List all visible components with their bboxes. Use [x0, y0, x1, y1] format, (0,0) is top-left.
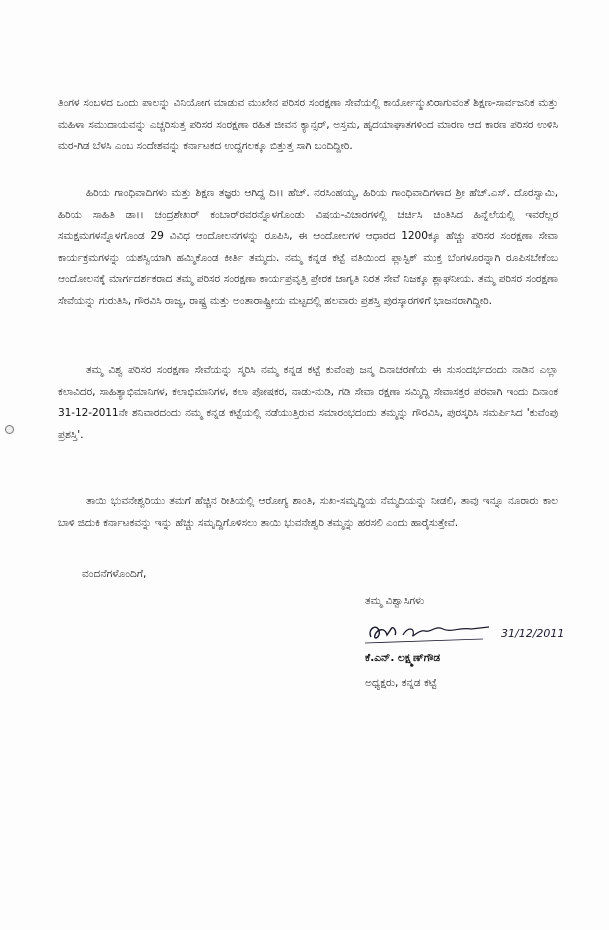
- signer-name: ಕೆ.ಎನ್. ಲಕ್ಷ್ಮಣ್‌ಗೌಡ: [365, 652, 441, 664]
- signature-date: 31/12/2011: [501, 627, 565, 640]
- punch-hole-mark: [5, 425, 14, 434]
- paragraph-3: ತಮ್ಮ ವಿಶ್ವ ಪರಿಸರ ಸಂರಕ್ಷಣಾ ಸೇವೆಯನ್ನು ಸ್ಮರಿಸಿ ನಮ್ಮ ಕನ್ನಡ ಕಟ್ಟೆ ಕುವೆಂಪು ಜನ್ಮ ದಿನಾಚರಣೆಯ ಈ ಸುಸಂದರ್ಭದಂದು ನಾಡಿನ ಎಲ್ಲಾ ಕಲಾವಿದರ, ಸಾಹಿತ್ಯಾಭಿಮಾನಿಗಳ, ಕಲಾಭಿಮಾನಿಗಳ, ಕಲಾ ಪೋಷಕರ, ನಾಡು-ನುಡಿ, ಗಡಿ ಸೇವಾ ರಕ್ಷಣಾ ಸಮ್ಮಿದ್ದಿ ಸೇವಾಸಕ್ತರ ಪರವಾಗಿ ಇಂದು ದಿನಾಂಕ 31-12-2011ನೇ ಶನಿವಾರದಂದು ನಮ್ಮ ಕನ್ನಡ ಕಟ್ಟೆಯಲ್ಲಿ ನಡೆಯುತ್ತಿರುವ ಸಮಾರಂಭದಂದು ತಮ್ಮನ್ನು ಗೌರವಿಸಿ, ಪುರಸ್ಕರಿಸಿ ಸಮರ್ಪಿಸಿದ 'ಕುವೆಂಪು ಪ್ರಶಸ್ತಿ'.: [58, 364, 558, 441]
- signer-designation: ಅಧ್ಯಕ್ಷರು, ಕನ್ನಡ ಕಟ್ಟೆ: [365, 677, 437, 689]
- paragraph-1: ತಿಂಗಳ ಸಂಬಳದ ಒಂದು ಪಾಲನ್ನು ವಿನಿಯೋಗ ಮಾಡುವ ಮುಖೇನ ಪರಿಸರ ಸಂರಕ್ಷಣಾ ಸೇವೆಯಲ್ಲಿ ಕಾರ್ಯೋನ್ಮುಖಿರಾಗುವಂತೆ ಶಿಕ್ಷಣ-ಸಾರ್ವಜನಿಕ ಮತ್ತು ಮಹಿಳಾ ಸಮುದಾಯವನ್ನು ಎಚ್ಚರಿಸುತ್ತ ಪರಿಸರ ಸಂರಕ್ಷಣಾ ರಹಿತ ಜೀವನ ಕ್ಯಾನ್ಸರ್, ಅಸ್ತಮ, ಹೃದಯಾಘಾತಗಳಿಂದ ಮಾರಣ ಆದ ಕಾರಣ ಪರಿಸರ ಉಳಿಸಿ ಮರ-ಗಿಡ ಬೆಳಸಿ ಎಂಬ ಸಂದೇಶವನ್ನು ಕರ್ನಾಟಕದ ಉದ್ದಗಲಕ್ಕೂ ಬಿತ್ತುತ್ತ ಸಾಗಿ ಬಂದಿದ್ದೀರಿ.: [58, 97, 558, 152]
- yours-faithfully: ತಮ್ಮ ವಿಶ್ವಾಸಿಗಳು: [365, 595, 425, 607]
- handwritten-signature: [363, 617, 565, 647]
- paragraph-4: ತಾಯಿ ಭುವನೇಶ್ವರಿಯು ತಮಗೆ ಹೆಚ್ಚಿನ ರೀತಿಯಲ್ಲಿ ಆರೋಗ್ಯ ಶಾಂತಿ, ಸುಖ-ಸಮೃದ್ಧಿಯ ನೆಮ್ಮದಿಯನ್ನು ನೀಡಲಿ, ತಾವು ಇನ್ನೂ ನೂರಾರು ಕಾಲ ಬಾಳಿ ಜಿದುಕಿ ಕರ್ನಾಟಕವನ್ನು ಇನ್ನು ಹೆಚ್ಚು ಸಮೃದ್ದಿಗೊಳಿಸಲು ತಾಯಿ ಭುವನೇಶ್ವರಿ ತಮ್ಮನ್ನು ಹರಸಲಿ ಎಂದು ಹಾರೈಸುತ್ತೇವೆ.: [58, 495, 558, 529]
- closing-salutation: ವಂದನೆಗಳೊಂದಿಗೆ,: [82, 568, 147, 580]
- paragraph-2: ಹಿರಿಯ ಗಾಂಧಿವಾದಿಗಳು ಮತ್ತು ಶಿಕ್ಷಣ ತಜ್ಞರು ಆಗಿದ್ದ ದಿ।। ಹೆಚ್. ನರಸಿಂಹಯ್ಯ, ಹಿರಿಯ ಗಾಂಧಿವಾದಿಗಳಾದ ಶ್ರೀ ಹೆಚ್.ಎಸ್. ದೊರಸ್ವಾಮಿ, ಹಿರಿಯ ಸಾಹಿತಿ ಡಾ।। ಚಂದ್ರಶೇಖರ್ ಕಂಬಾರ್‌ರವರನ್ನೊಳಗೊಂಡು ವಿಷಯ-ವಿಚಾರಗಳಲ್ಲಿ ಚರ್ಚಿಸಿ ಚಿಂತಿಸಿದ ಹಿನ್ನೆಲೆಯಲ್ಲಿ ಇವರೆಲ್ಲರ ಸಮಕ್ಷಮಗಳನ್ನೊಳಗೊಂಡ 29 ವಿವಿಧ ಆಂದೋಲನಗಳನ್ನು ರೂಪಿಸಿ, ಈ ಆಂದೋಲಗಳ ಆಧಾರದ 1200ಕ್ಕೂ ಹೆಚ್ಚು ಪರಿಸರ ಸಂರಕ್ಷಣಾ ಸೇವಾ ಕಾರ್ಯಕ್ರಮಗಳನ್ನು ಯಶಸ್ವಿಯಾಗಿ ಹಮ್ಮಿಕೊಂಡ ಕೀರ್ತಿ ತಮ್ಮದು. ನಮ್ಮ ಕನ್ನಡ ಕಟ್ಟೆ ವತಿಯಿಂದ ಪ್ಲಾಸ್ಟಿಕ್ ಮುಕ್ತ ಬೆಂಗಳೂರನ್ನಾಗಿ ರೂಪಿಸಬೇಕೆಂಬ ಆಂದೋಲನಕ್ಕೆ ಮಾರ್ಗದರ್ಶಕರಾದ ತಮ್ಮ ಪರಿಸರ ಸಂರಕ್ಷಣಾ ಕಾರ್ಯಪ್ರವೃತ್ತಿ ಪ್ರೇರಕ ಜಾಗೃತಿ ನಿರತ ಸೇವೆ ನಿಜಕ್ಕೂ ಶ್ಲಾಘನೀಯ. ತಮ್ಮ ಪರಿಸರ ಸಂರಕ್ಷಣಾ ಸೇವೆಯನ್ನು ಗುರುತಿಸಿ, ಗೌರವಿಸಿ ರಾಜ್ಯ, ರಾಷ್ಟ್ರ ಮತ್ತು ಅಂತಾರಾಷ್ಟ್ರೀಯ ಮಟ್ಟದಲ್ಲಿ ಹಲವಾರು ಪ್ರಶಸ್ತಿ ಪುರಸ್ಕಾರಗಳಿಗೆ ಭಾಜನರಾಗಿದ್ದೀರಿ.: [58, 187, 558, 307]
